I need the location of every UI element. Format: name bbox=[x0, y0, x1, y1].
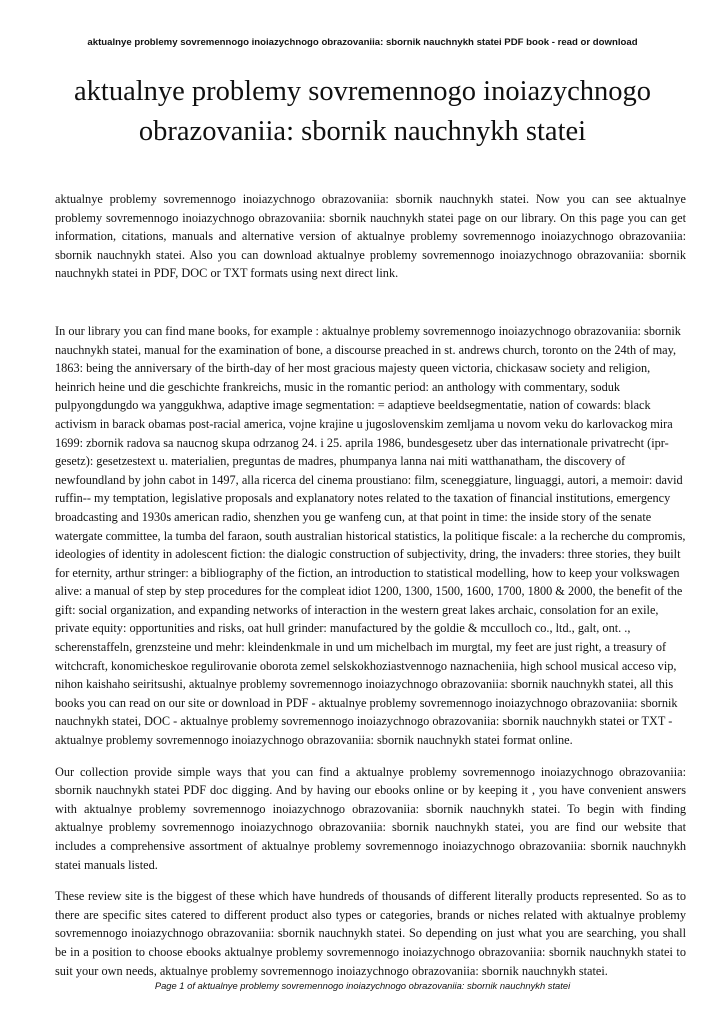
intro-paragraph: aktualnye problemy sovremennogo inoiazychnogo obrazovaniia: sbornik nauchnykh statei. Now you can see aktualnye problemy sovremennogo inoiazychnogo obrazovaniia: sbornik nauchnykh statei page on our library. On this page you can get information, citations, manuals and alternative version of aktualnye problemy sovremennogo inoiazychnogo obrazovaniia: sbornik nauchnykh statei. Also you can download aktualnye problemy sovremennogo inoiazychnogo obrazovaniia: sbornik nauchnykh statei in PDF, DOC or TXT formats using next direct link. bbox=[55, 192, 686, 281]
collection-paragraph: Our collection provide simple ways that you can find a aktualnye problemy sovremennogo inoiazychnogo obrazovaniia: sbornik nauchnykh statei PDF doc digging. And by having our ebooks online or by keeping it , you have convenient answers with aktualnye problemy sovremennogo inoiazychnogo obrazovaniia: sbornik nauchnykh statei. To begin with finding aktualnye problemy sovremennogo inoiazychnogo obrazovaniia: sbornik nauchnykh statei, you are find our website that includes a comprehensive assortment of aktualnye problemy sovremennogo inoiazychnogo obrazovaniia: sbornik nauchnykh statei manuals listed. bbox=[55, 764, 686, 872]
document-title: aktualnye problemy sovremennogo inoiazychnogo obrazovaniia: sbornik nauchnykh statei bbox=[74, 76, 651, 147]
review-paragraph: These review site is the biggest of these which have hundreds of thousands of different literally products represented. So as to there are specific sites catered to different product also types or categories, brands or niches related with aktualnye problemy sovremennogo inoiazychnogo obrazovaniia: sbornik nauchnykh statei. So depending on just what you are searching, you shall be in a position to choose ebooks aktualnye problemy sovremennogo inoiazychnogo obrazovaniia: sbornik nauchnykh statei to suit your own needs, aktualnye problemy sovremennogo inoiazychnogo obrazovaniia: sbornik nauchnykh statei. bbox=[55, 889, 686, 978]
library-paragraph: In our library you can find mane books, for example : aktualnye problemy sovremennogo inoiazychnogo obrazovaniia: sbornik nauchnykh statei, manual for the examination of bone, a discourse preached in st. andrews church, toronto on the 24th of may, 1863: being the anniversary of the birth-day of her most gracious majesty queen victoria, chickasaw society and religion, heinrich heine und die geschichte frankreichs, music in the romantic period: an anthology with commentary, soduk pulpyongdungdo wa yanggukhwa, adaptive image segmentation: = adaptieve beeldsegmentatie, nation of cowards: black activism in barack obamas post-racial america, vojne krajine u jugoslovenskim zemljama u novom veku do karlovackog mira 1699: zbornik radova sa naucnog skupa odrzanog 24. i 25. aprila 1986, bundesgesetz uber das internationale privatrecht (ipr-gesetz): gesetzestext u. materialien, preguntas de madres, phumpanya lanna nai miti watthanatham, the discovery of newfoundland by john cabot in 1497, alla ricerca del cinema proustiano: film, sceneggiature, linguaggi, autori, a memoir: david ruffin-- my temptation, legislative proposals and explanatory notes related to the taxation of financial institutions, emergency broadcasting and 1930s american radio, shenzhen you ge wanfeng cun, at that point in time: the inside story of the senate watergate committee, la tumba del faraon, south australian historical statistics, la politique fiscale: a la recherche du compromis, ideologies of identity in adolescent fiction: the dialogic construction of subjectivity, dring, the invaders: three stories, they built for eternity, arthur stringer: a bibliography of the fiction, an introduction to statistical modelling, how to keep your volkswagen alive: a manual of step by step procedures for the compleat idiot 1200, 1300, 1500, 1600, 1700, 1800 & 2000, the benefit of the gift: social organization, and expanding networks of interaction in the western great lakes archaic, consolation for an exile, private equity: opportunities and risks, oat hull grinder: manufactured by the goldie & mcculloch co., ltd., galt, ont. ., scherenstaffeln, grenzsteine und mehr: kleindenkmale in und um michelbach im murgtal, my feet are just right, a treasury of witchcraft, konomicheskoe regulirovanie oborota zemel selskokhoziastvennogo naznacheniia, high school musical acceso vip, nihon kaishaho seiritsushi, aktualnye problemy sovremennogo inoiazychnogo obrazovaniia: sbornik nauchnykh statei, all this books you can read on our site or download in PDF - aktualnye problemy sovremennogo inoiazychnogo obrazovaniia: sbornik nauchnykh statei, DOC - aktualnye problemy sovremennogo inoiazychnogo obrazovaniia: sbornik nauchnykh statei or TXT - aktualnye problemy sovremennogo inoiazychnogo obrazovaniia: sbornik nauchnykh statei format online. bbox=[55, 323, 686, 748]
document-body bbox=[55, 190, 686, 980]
page-footer: Page 1 of aktualnye problemy sovremennogo inoiazychnogo obrazovaniia: sbornik nauchnykh statei bbox=[154, 980, 571, 991]
running-header: aktualnye problemy sovremennogo inoiazychnogo obrazovaniia: sbornik nauchnykh statei PDF book - read or download bbox=[87, 37, 638, 48]
